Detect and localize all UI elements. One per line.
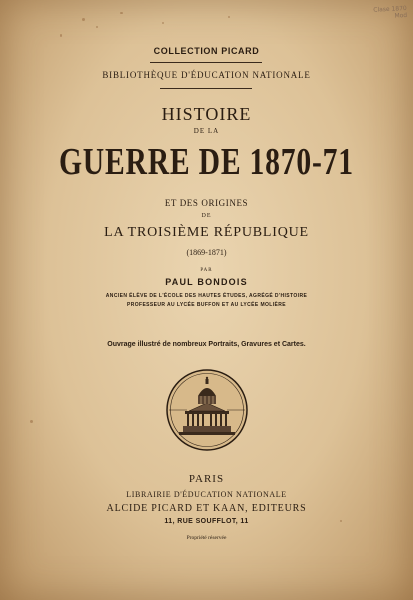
divider-rule xyxy=(150,62,262,63)
subtitle-republique: LA TROISIÈME RÉPUBLIQUE xyxy=(104,225,309,240)
title-histoire: HISTOIRE xyxy=(161,104,252,124)
author-name: PAUL BONDOIS xyxy=(165,277,248,287)
foxing-spot xyxy=(60,34,62,37)
by-label: PAR xyxy=(200,268,213,273)
foxing-spot xyxy=(162,22,164,24)
subtitle-de: DE xyxy=(201,213,212,219)
pantheon-emblem xyxy=(165,368,249,452)
title-dates: (1869-1871) xyxy=(186,248,227,257)
subtitle-origines: ET DES ORIGINES xyxy=(164,198,249,208)
main-title: GUERRE DE 1870-71 xyxy=(58,141,354,183)
foxing-spot xyxy=(82,18,85,21)
foxing-spot xyxy=(120,12,123,14)
imprint-address: 11, RUE SOUFFLOT, 11 xyxy=(164,518,249,525)
imprint-librairie: LIBRAIRIE D'ÉDUCATION NATIONALE xyxy=(126,490,287,499)
foxing-spot xyxy=(30,420,33,423)
divider-rule xyxy=(160,88,252,89)
pencil-note: Clase 1870 Mod xyxy=(373,4,408,20)
title-de-la: DE LA xyxy=(193,127,220,135)
collection-name: COLLECTION PICARD xyxy=(153,46,260,56)
foxing-spot xyxy=(228,16,230,18)
author-credentials: PROFESSEUR AU LYCÉE BUFFON ET AU LYCÉE MOLIÈRE xyxy=(126,302,287,308)
illustrations-note: Ouvrage illustré de nombreux Portraits, Gravures et Cartes. xyxy=(107,341,306,348)
author-credentials: ANCIEN ÉLÈVE DE L'ÉCOLE DES HAUTES ÉTUDES, AGRÉGÉ D'HISTOIRE xyxy=(105,293,308,299)
rights-note: Propriété réservée xyxy=(186,535,227,541)
library-name: BIBLIOTHÈQUE D'ÉDUCATION NATIONALE xyxy=(102,70,311,80)
imprint-publisher: ALCIDE PICARD ET KAAN, EDITEURS xyxy=(106,503,307,514)
foxing-spot xyxy=(96,26,98,28)
imprint-city: PARIS xyxy=(188,473,225,485)
